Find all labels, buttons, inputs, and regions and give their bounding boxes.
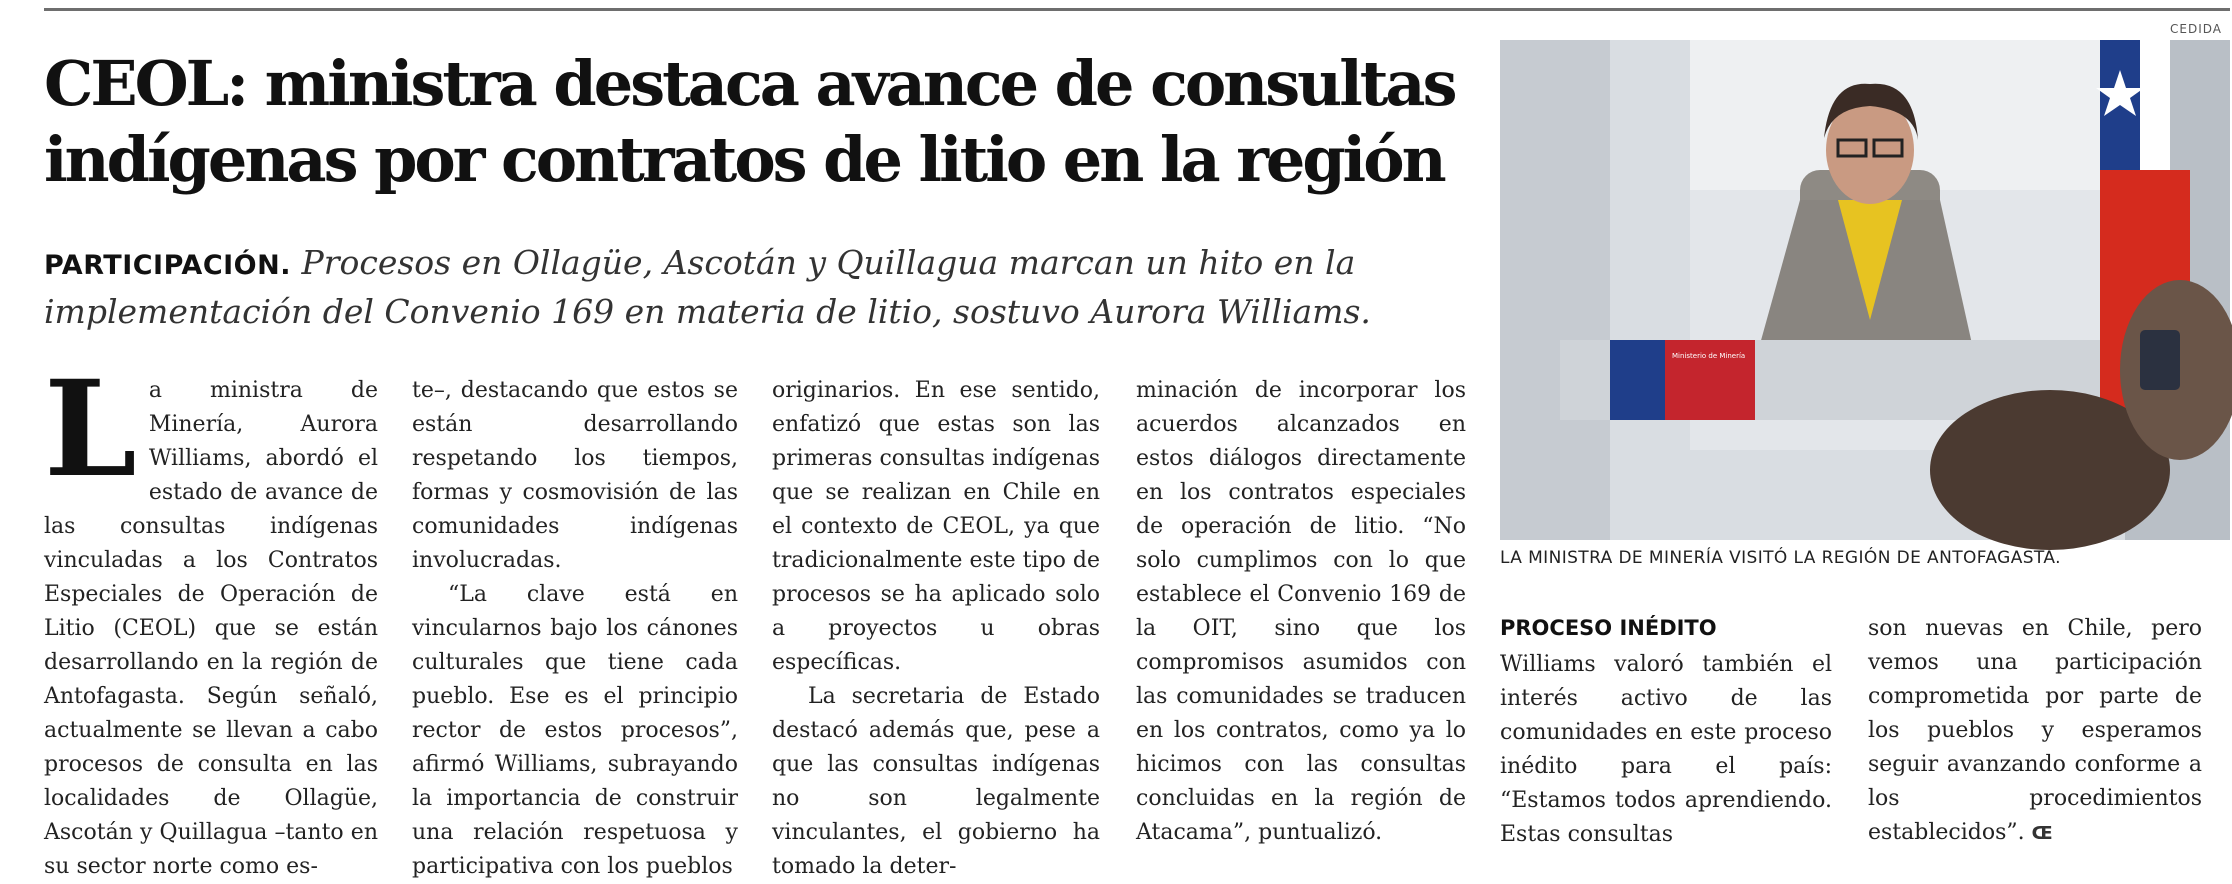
headline-line-2: indígenas por contratos de litio en la región — [44, 123, 1444, 196]
podium-label: Ministerio de Minería — [1672, 352, 1746, 360]
photo-caption: LA MINISTRA DE MINERÍA VISITÓ LA REGIÓN DE ANTOFAGASTA. — [1500, 548, 2061, 568]
column-5 — [1500, 648, 1832, 852]
end-mark: Œ — [2031, 823, 2053, 844]
headline — [44, 46, 1464, 198]
photo-minister-at-podium — [1500, 40, 2230, 540]
subhead-proceso-inedito: PROCESO INÉDITO — [1500, 616, 1717, 640]
column-2 — [412, 374, 738, 884]
col6-p1-text: son nuevas en Chile, pero vemos una participación comprometida por parte de los pueblos y esperamos seguir avanzando conforme a los procedimientos establecidos”. — [1868, 616, 2202, 845]
headline-line-1: CEOL: ministra destaca avance de consultas — [44, 47, 1455, 120]
article-photo — [1500, 40, 2230, 540]
col3-paragraph-2: La secretaria de Estado destacó además que, pese a que las consultas indígenas no son legalmente vinculantes, el gobierno ha tomado la deter- — [772, 684, 1100, 879]
kicker: PARTICIPACIÓN. — [44, 250, 291, 281]
deck-text: Procesos en Ollagüe, Ascotán y Quillagua marcan un hito en la implementación del Convenio 169 en materia de litio, sostuvo Aurora Williams. — [44, 243, 1371, 331]
col2-paragraph-1: te–, destacando que estos se están desarrollando respetando los tiempos, formas y cosmovisión de las comunidades indígenas involucradas. — [412, 378, 738, 573]
column-6 — [1868, 612, 2202, 851]
col2-paragraph-2: “La clave está en vincularnos bajo los cánones culturales que tiene cada pueblo. Ese es el principio rector de estos procesos”, afirmó Williams, subrayando la importancia de construir una relación respetuosa y participativa con los pueblos — [412, 582, 738, 879]
column-3 — [772, 374, 1100, 884]
deck — [44, 240, 1464, 335]
col5-paragraph-1: Williams valoró también el interés activo de las comunidades en este proceso inédito para el país: “Estamos todos aprendiendo. Estas consultas — [1500, 652, 1832, 847]
column-1 — [44, 352, 378, 884]
col4-paragraph-1: minación de incorporar los acuerdos alcanzados en estos diálogos directamente en los contratos especiales de operación de litio. “No solo cumplimos con lo que establece el Convenio 169 de la OIT, sino que los compromisos asumidos con las comunidades se traducen en los contratos, como ya lo hicimos con las consultas concluidas en la región de Atacama”, puntualizó. — [1136, 378, 1466, 845]
col6-paragraph-1 — [1868, 612, 2202, 851]
col1-p1-text: a ministra de Minería, Aurora Williams, abordó el estado de avance de las consultas indígenas vinculadas a los Contratos Especiales de Operación de Litio (CEOL) que se están desarrollando en la región de Antofagasta. Según señaló, actualmente se llevan a cabo procesos de consulta en las localidades de Ollagüe, Ascotán y Quillagua –tanto en su sector norte como es- — [44, 378, 378, 879]
col1-paragraph — [44, 352, 378, 884]
col3-paragraph-1: originarios. En ese sentido, enfatizó que estas son las primeras consultas indígenas que se realizan en Chile en el contexto de CEOL, ya que tradicionalmente este tipo de procesos se ha aplicado solo a proyectos u obras específicas. — [772, 378, 1100, 675]
drop-cap: L — [44, 352, 137, 507]
top-rule — [44, 8, 2230, 11]
photo-credit: CEDIDA — [2170, 22, 2222, 36]
column-4 — [1136, 374, 1466, 850]
